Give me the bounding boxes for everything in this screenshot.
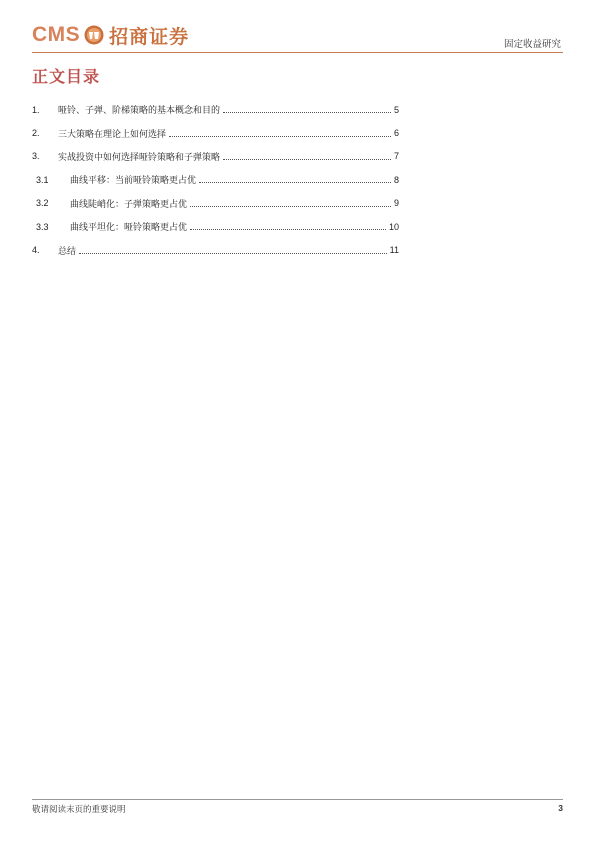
toc-entry-page[interactable]: 11	[389, 245, 399, 256]
page-number: 3	[558, 803, 563, 813]
toc-dot-leader	[190, 221, 386, 230]
toc-entry-title[interactable]: 三大策略在理论上如何选择	[58, 129, 167, 140]
toc-entry-number: 1.	[32, 104, 40, 115]
toc-dot-leader	[190, 198, 391, 207]
company-logo	[32, 20, 189, 50]
toc-entry[interactable]	[32, 98, 399, 121]
toc-entry-title[interactable]: 实战投资中如何选择哑铃策略和子弹策略	[58, 152, 221, 163]
toc-entry-page[interactable]: 5	[393, 104, 399, 115]
toc-entry-number: 3.1	[36, 174, 49, 185]
toc-entry-title[interactable]: 总结	[58, 246, 77, 257]
toc-entry-number: 3.	[32, 151, 40, 162]
table-of-contents	[32, 98, 399, 262]
toc-entry-number: 3.3	[36, 221, 49, 232]
toc-entry-page[interactable]: 8	[393, 174, 399, 185]
toc-entry[interactable]	[32, 215, 399, 238]
page-title: 正文目录	[32, 67, 101, 86]
toc-entry[interactable]	[32, 121, 399, 144]
toc-entry-page[interactable]: 9	[393, 198, 399, 209]
toc-dot-leader	[199, 174, 391, 183]
logo-emblem-icon	[84, 25, 104, 45]
toc-entry-number: 3.2	[36, 198, 49, 209]
header-divider	[32, 52, 563, 53]
toc-entry[interactable]	[32, 192, 399, 215]
toc-dot-leader	[223, 104, 391, 113]
toc-entry-title[interactable]: 曲线平移：当前哑铃策略更占优	[70, 176, 197, 187]
footer-divider	[32, 799, 563, 800]
toc-entry-page[interactable]: 6	[393, 128, 399, 139]
toc-entry-title[interactable]: 曲线平坦化：哑铃策略更占优	[70, 223, 188, 234]
toc-dot-leader	[169, 128, 391, 137]
toc-entry-page[interactable]: 7	[393, 151, 399, 162]
report-type: 固定收益研究	[503, 39, 561, 50]
toc-entry[interactable]	[32, 145, 399, 168]
footer-disclaimer: 敬请阅读末页的重要说明	[32, 805, 126, 815]
toc-dot-leader	[223, 151, 391, 160]
logo-chinese-name: 招商证券	[109, 25, 190, 48]
toc-entry-number: 4.	[32, 245, 40, 256]
logo-text: CMS	[32, 23, 81, 46]
toc-entry[interactable]	[32, 238, 399, 261]
toc-entry-title[interactable]: 曲线陡峭化：子弹策略更占优	[70, 199, 188, 210]
toc-dot-leader	[79, 245, 387, 254]
toc-entry-page[interactable]: 10	[388, 221, 399, 232]
toc-entry[interactable]	[32, 168, 399, 191]
toc-entry-number: 2.	[32, 128, 40, 139]
toc-entry-title[interactable]: 哑铃、子弹、阶梯策略的基本概念和目的	[58, 106, 221, 117]
page-header	[32, 18, 563, 52]
